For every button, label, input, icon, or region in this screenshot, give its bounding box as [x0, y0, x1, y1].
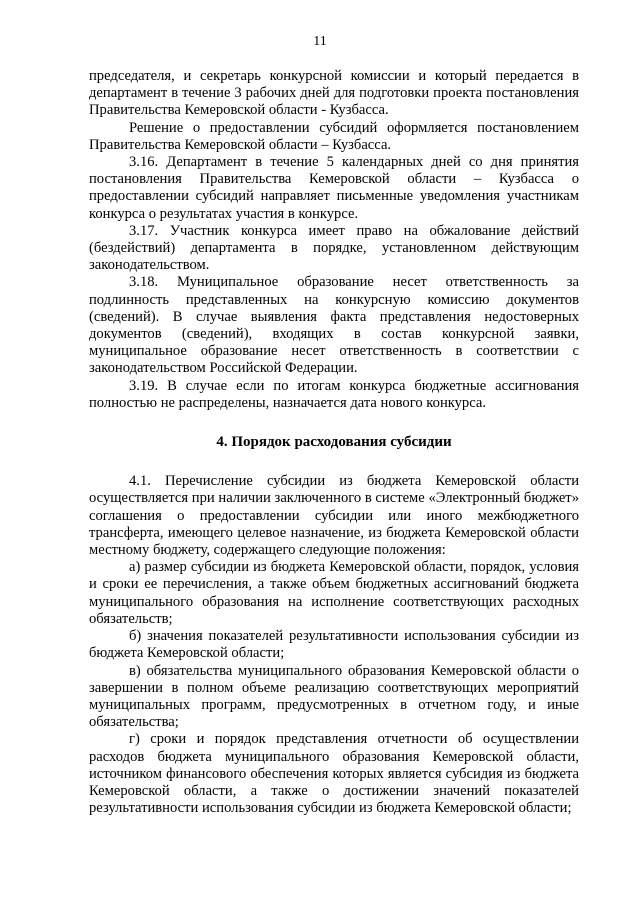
paragraph-3-18: 3.18. Муниципальное образование несет ответственность за подлинность представленных на конкурсную комиссию документов (сведений). В случае выявления факта представления недостоверных документов (сведений), входящих в состав конкурсной заявки, муниципальное образование несет ответственность в соответствии с законодательством Российской Федерации. [89, 274, 579, 377]
paragraph-3-16: 3.16. Департамент в течение 5 календарных дней со дня принятия постановления Правительства Кемеровской области – Кузбасса о предоставлении субсидий направляет письменные уведомления участникам конкурса о результатах участия в конкурсе. [89, 154, 579, 222]
paragraph-3-19: 3.19. В случае если по итогам конкурса бюджетные ассигнования полностью не распределены, назначается дата нового конкурса. [89, 377, 579, 411]
list-item-a: а) размер субсидии из бюджета Кемеровской области, порядок, условия и сроки ее перечисления, а также объем бюджетных ассигнований бюджета муниципального образования на исполнение соответствующих расходных обязательств; [89, 559, 579, 627]
list-item-b: б) значения показателей результативности использования субсидии из бюджета Кемеровской области; [89, 628, 579, 662]
paragraph-continuation: председателя, и секретарь конкурсной комиссии и который передается в департамент в течение 3 рабочих дней для подготовки проекта постановления Правительства Кемеровской области - Кузбасса. [89, 68, 579, 119]
list-item-v: в) обязательства муниципального образования Кемеровской области о завершении в полном объеме реализацию соответствующих мероприятий муниципальных программ, предусмотренных в отчетном году, и иные обязательства; [89, 662, 579, 731]
paragraph-decision: Решение о предоставлении субсидий оформляется постановлением Правительства Кемеровской области – Кузбасса. [89, 119, 579, 153]
paragraph-3-17: 3.17. Участник конкурса имеет право на обжалование действий (бездействий) департамента в порядке, установленном действующим законодательством. [89, 222, 579, 274]
list-item-g: г) сроки и порядок представления отчетности об осуществлении расходов бюджета муниципального образования Кемеровской области, источником финансового обеспечения которых является субсидия из бюджета Кемеровской области, а также о достижении значений показателей результативности использования субсидии из бюджета Кемеровской области; [89, 731, 579, 817]
paragraph-4-1: 4.1. Перечисление субсидии из бюджета Кемеровской области осуществляется при наличии заключенного в системе «Электронный бюджет» соглашения о предоставлении субсидии или иного межбюджетного трансферта, имеющего целевое назначение, из бюджета Кемеровской области местному бюджету, содержащего следующие положения: [89, 473, 579, 559]
document-body [89, 68, 579, 817]
section-heading: 4. Порядок расходования субсидии [216, 434, 452, 451]
page-number: 11 [313, 34, 327, 49]
